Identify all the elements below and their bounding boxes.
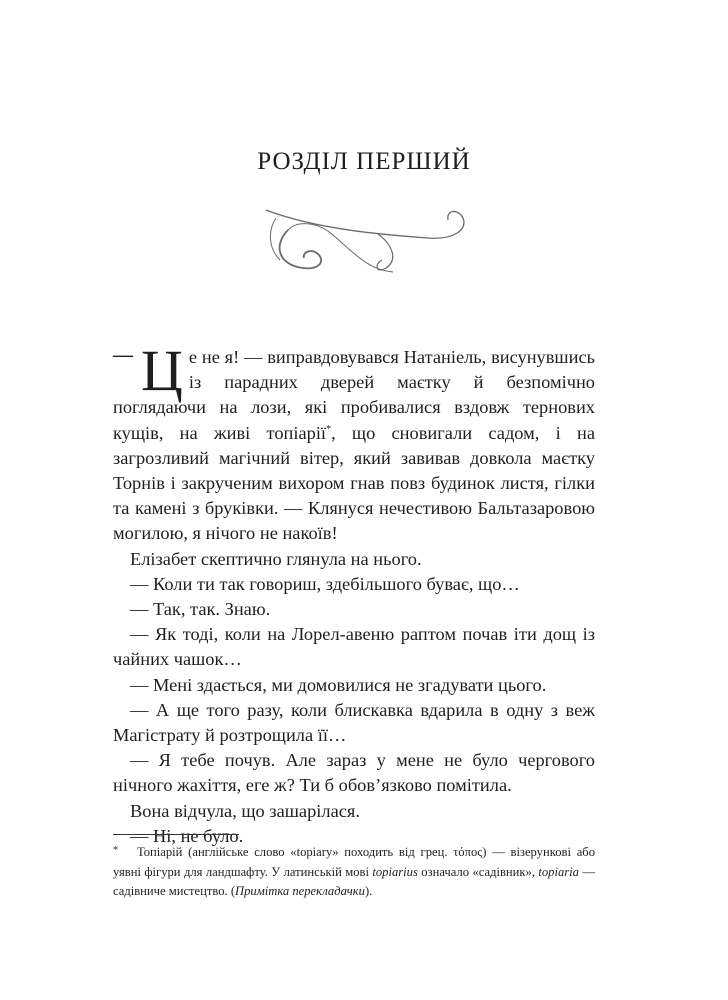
first-paragraph [113,338,595,547]
first-paragraph-text-cont: , що сновигали садом, і на загрозливий магічний вітер, який завивав довкола маєтку Торнів і закрученим вихором гнав повз будинок листя, гілки та камені з бруківки. — Клянуся нечестивою Бальтазаровою могилою, я нічого не накоїв! [113,422,595,544]
chapter-title: РОЗДІЛ ПЕРШИЙ [257,148,471,175]
drop-cap: Ц [141,338,183,403]
footnote-part: означало «садівник», [417,864,539,879]
lead-dash: — [113,344,133,366]
footnote-part: ) — візерункові або уявні фігури для ландшафту. У латинській мові [113,845,595,879]
paragraph: — Я тебе почув. Але зараз у мене не було чергового нічного жахіття, еге ж? Ти б обов’язково помітила. [113,750,595,796]
paragraph: — Ні, не було. [130,825,244,846]
footnote [113,843,595,902]
paragraph: Елізабет скептично глянула на нього. [130,548,422,569]
footnote-reference[interactable]: * [326,423,332,435]
flourish-ornament-icon [258,190,478,285]
footnote-greek: τόπος [453,845,483,859]
paragraph: — Так, так. Знаю. [130,599,271,620]
footnote-part: ). [364,884,373,898]
footnote-part: Топіарій (англійське слово «topiary» походить від грец. [137,845,454,859]
chapter-body [113,338,595,849]
footnote-italic: topiarius [372,864,418,879]
paragraph: — Як тоді, коли на Лорел-авеню раптом почав іти дощ із чайних чашок… [113,624,595,670]
footnote-part: — садівниче мистецтво. ( [113,864,595,898]
footnote-text [113,843,595,902]
footnote-italic: Примітка перекладачки [235,884,365,898]
paragraph: — Коли ти так говориш, здебільшого буває, що… [130,573,520,594]
footnote-divider [113,834,239,835]
paragraph: Вона відчула, що зашарілася. [130,800,360,821]
paragraph: — А ще того разу, коли блискавка вдарила в одну з веж Магістрату й розтрощила її… [113,699,595,746]
footnote-marker: * [113,845,118,856]
first-paragraph-text: е не я! — виправдовувався Натаніель, висунувшись із парадних дверей маєтку й безпомічно поглядаючи на лози, які пробивалися вздовж тернових кущів, на живі топіарії [113,347,595,443]
footnote-italic: topiaria [538,864,579,879]
paragraph: — Мені здається, ми домовилися не згадувати цього. [130,674,547,695]
